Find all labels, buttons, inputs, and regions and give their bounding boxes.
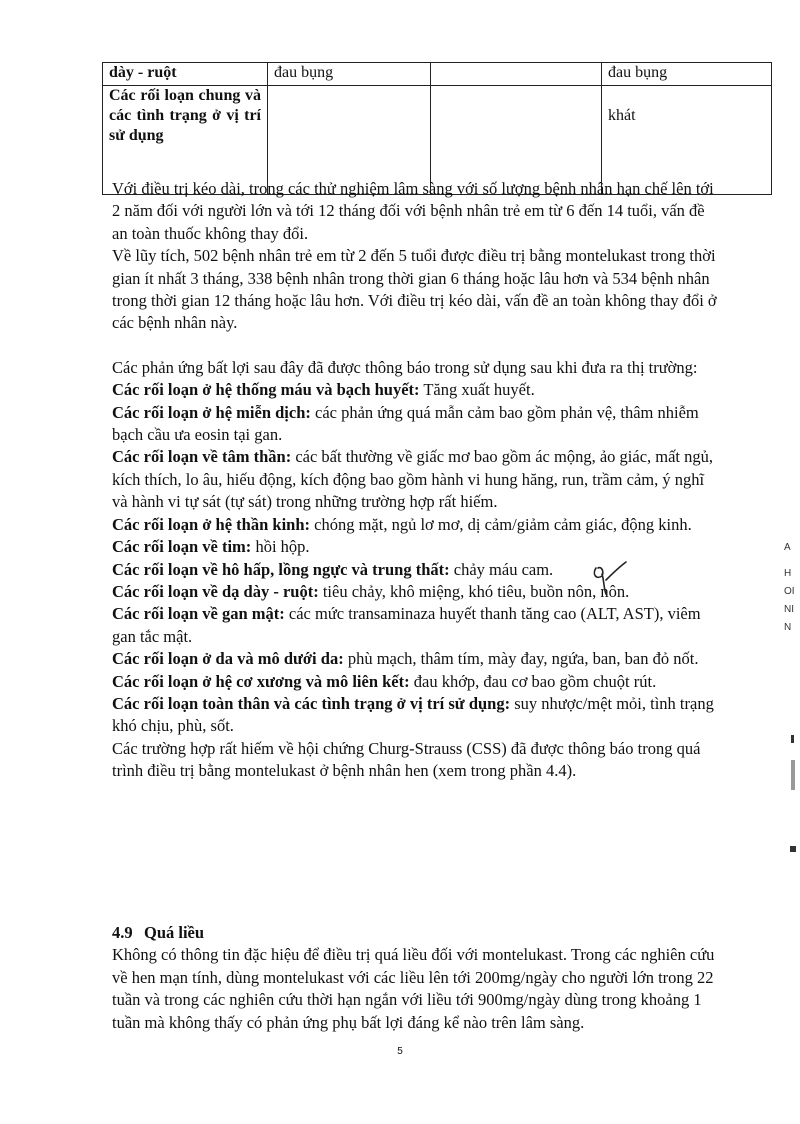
adverse-description: phù mạch, thâm tím, mày đay, ngứa, ban, ban đỏ nốt. <box>343 649 699 669</box>
adverse-description: các bất thường về giấc mơ bao gồm ác mộng, ảo giác, mất ngủ, kích thích, lo âu, hiếu động, kích động bao gồm hành vi hung hăng, run, trầm cảm, ý nghĩ và hành vi tự sát (tự sát) trong những trường hợp rất hiếm. <box>112 447 714 512</box>
adverse-term: Các rối loạn ở hệ thần kinh: <box>112 514 310 534</box>
table-cell: khát <box>602 86 772 195</box>
adverse-term: Các rối loạn về tâm thần: <box>112 447 292 467</box>
paragraph: Các trường hợp rất hiếm về hội chứng Churg-Strauss (CSS) đã được thông báo trong quá trình điều trị bằng montelukast ở bệnh nhân hen (xem trong phần 4.4). <box>112 738 701 781</box>
table-cell: Các rối loạn chung và các tình trạng ở vị trí sử dụng <box>103 86 268 195</box>
adverse-reactions-list <box>112 379 720 738</box>
edge-letter: NI <box>784 604 794 615</box>
adverse-term: Các rối loạn về gan mật: <box>112 604 285 624</box>
table-row <box>103 63 772 86</box>
scan-mark <box>791 735 794 743</box>
edge-letter: OI <box>784 586 795 597</box>
scan-mark <box>790 846 796 852</box>
adverse-reaction-item <box>112 402 720 447</box>
section-title: Quá liều <box>144 923 205 942</box>
adverse-reaction-item <box>112 536 720 558</box>
adverse-description: đau khớp, đau cơ bao gồm chuột rút. <box>409 671 657 691</box>
body-text-block-2 <box>112 922 720 1034</box>
paragraph: Các phản ứng bất lợi sau đây đã được thông báo trong sử dụng sau khi đưa ra thị trường: <box>112 357 698 377</box>
table-cell <box>431 63 602 86</box>
paragraph: Không có thông tin đặc hiệu để điều trị quá liều đối với montelukast. Trong các nghiên cứu về hen mạn tính, dùng montelukast với các liều lên tới 200mg/ngày cho người lớn trong 22 tuần và trong các nghiên cứu thời hạn ngắn với liều tới 900mg/ngày dùng trong khoảng 1 tuần mà không thấy có phản ứng phụ bất lợi đáng kể nào trên lâm sàng. <box>112 945 715 1032</box>
adverse-term: Các rối loạn về hô hấp, lồng ngực và trung thất: <box>112 559 450 579</box>
adverse-reaction-item <box>112 446 720 513</box>
paragraph: Về lũy tích, 502 bệnh nhân trẻ em từ 2 đến 5 tuổi được điều trị bằng montelukast trong thời gian ít nhất 3 tháng, 338 bệnh nhân trong thời gian 6 tháng hoặc lâu hơn và 534 bệnh nhân trong thời gian 12 tháng hoặc lâu hơn. Với điều trị kéo dài, vấn đề an toàn không thay đổi ở các bệnh nhân này. <box>112 246 717 333</box>
adverse-reaction-item <box>112 648 720 670</box>
adverse-term: Các rối loạn về tim: <box>112 537 252 557</box>
adverse-term: Các rối loạn ở hệ cơ xương và mô liên kết: <box>112 671 410 691</box>
section-heading <box>112 922 720 944</box>
adverse-description: các mức transaminaza huyết thanh tăng cao (ALT, AST), viêm gan tắc mật. <box>112 604 701 646</box>
paragraph: Với điều trị kéo dài, trong các thử nghiệm lâm sàng với số lượng bệnh nhân hạn chế lên tới 2 năm đối với người lớn và tới 12 tháng đối với bệnh nhân trẻ em từ 6 đến 14 tuổi, vấn đề an toàn thuốc không thay đổi. <box>112 179 714 243</box>
adverse-description: chảy máu cam. <box>449 559 554 579</box>
adverse-reaction-item <box>112 379 720 401</box>
adverse-description: các phản ứng quá mẫn cảm bao gồm phản vệ, thâm nhiễm bạch cầu ưa eosin tại gan. <box>112 402 699 445</box>
adverse-reaction-item <box>112 671 720 693</box>
edge-letter: A <box>784 542 791 553</box>
adverse-description: suy nhược/mệt mỏi, tình trạng khó chịu, phù, sốt. <box>112 693 714 736</box>
handwritten-initial <box>590 560 630 600</box>
adverse-reaction-item <box>112 603 720 648</box>
adverse-term: Các rối loạn ở da và mô dưới da: <box>112 649 344 669</box>
adverse-reaction-item <box>112 693 720 738</box>
table-cell: dày - ruột <box>103 63 268 86</box>
edge-letter: N <box>784 622 792 633</box>
page-number: 5 <box>397 1046 403 1057</box>
adverse-term: Các rối loạn ở hệ miễn dịch: <box>112 402 311 422</box>
adverse-description: Tăng xuất huyết. <box>419 380 535 400</box>
scan-mark <box>791 760 795 790</box>
adverse-term: Các rối loạn về dạ dày - ruột: <box>112 581 319 601</box>
adverse-term: Các rối loạn ở hệ thống máu và bạch huyết: <box>112 380 420 400</box>
adverse-description: chóng mặt, ngủ lơ mơ, dị cảm/giảm cảm giác, động kinh. <box>310 514 692 534</box>
body-text-block-1 <box>112 178 720 783</box>
adverse-term: Các rối loạn toàn thân và các tình trạng ở vị trí sử dụng: <box>112 693 511 713</box>
section-number: 4.9 <box>112 923 133 942</box>
adverse-description: tiêu chảy, khô miệng, khó tiêu, buồn nôn, nôn. <box>318 581 630 601</box>
adverse-description: hồi hộp. <box>251 537 310 557</box>
table-cell: đau bụng <box>268 63 431 86</box>
table-cell: đau bụng <box>602 63 772 86</box>
adverse-effects-table <box>102 62 772 195</box>
edge-letter: H <box>784 568 792 579</box>
adverse-reaction-item <box>112 514 720 536</box>
